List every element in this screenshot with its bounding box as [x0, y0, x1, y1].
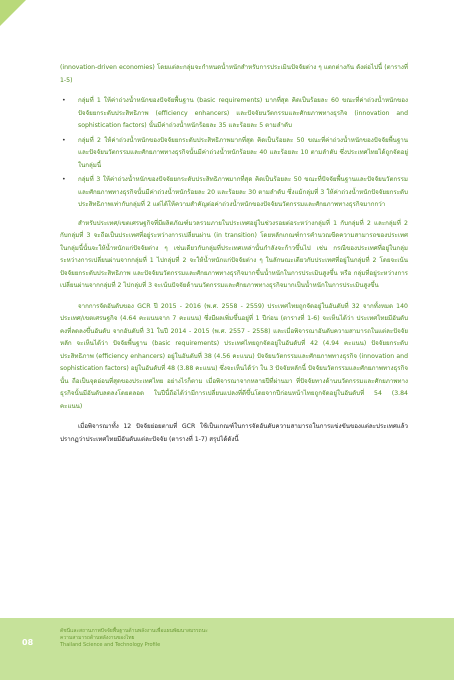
bullet-dot-icon: •	[62, 176, 66, 183]
bullet-group-3: • กลุ่มที่ 3 ให้ค่าถ่วงน้ำหนักของปัจจัยยกระดับประสิทธิภาพมากที่สุด คิดเป็นร้อยละ 50 ขณะที่ปัจจัยพื้นฐานและปัจจัยนวัตกรรมและศักยภาพทางธุรกิจนั้นมีค่าถ่วงน้ำหนักร้อยละ 20 และร้อยละ 30 ตามลำดับ ซึ่งแม้กลุ่มที่ 3 ให้ค่าถ่วงน้ำหนักปัจจัยยกระดับประสิทธิภาพเท่ากับกลุ่มที่ 2 แต่ได้ให้ความสำคัญต่อค่าถ่วงน้ำหนักของปัจจัยนวัตกรรมและศักยภาพทางธุรกิจมากกว่า	[62, 176, 408, 208]
footer-band	[0, 618, 454, 680]
bullet-dot-icon: •	[62, 136, 66, 144]
summary-paragraph: เมื่อพิจารณาทั้ง 12 ปัจจัยย่อยตามที่ GCR ใช้เป็นเกณฑ์ในการจัดอันดับความสามารถในการแข่งขันของแต่ละประเทศแล้ว ปรากฏว่าประเทศไทยมีอันดับแต่ละปัจจัย (ตารางที่ 1-7) สรุปได้ดังนี้	[60, 423, 408, 443]
ranking-paragraph: จากการจัดอันดับของ GCR ปี 2015 - 2016 (พ.ศ. 2558 - 2559) ประเทศไทยถูกจัดอยู่ในอันดับที่ 32 จากทั้งหมด 140 ประเทศ/เขตเศรษฐกิจ (4.64 คะแนนจาก 7 คะแนน) ซึ่งมีผลเพิ่มขึ้นอยู่ที่ 1 ปีก่อน (ตารางที่ 1-6) จะเห็นได้ว่า ประเทศไทยมีอันดับคงที่ลดลงขึ้นอันดับ จากอันดับที่ 31 ในปี 2014 - 2015 (พ.ศ. 2557 - 2558) และเมื่อพิจารณาอันดับความสามารถในแต่ละปัจจัยหลัก จะเห็นได้ว่า ปัจจัยพื้นฐาน (basic requirements) ประเทศไทยถูกจัดอยู่ในอันดับที่ 42 (4.94 คะแนน) ปัจจัยยกระดับประสิทธิภาพ (efficiency enhancers) อยู่ในอันดับที่ 38 (4.56 คะแนน) ปัจจัยนวัตกรรมและศักยภาพทางธุรกิจ (innovation and sophistication factors) อยู่ในอันดับที่ 48 (3.88 คะแนน) ซึ่งจะเห็นได้ว่า ใน 3 ปัจจัยหลักนี้ ปัจจัยนวัตกรรมและศักยภาพทางธุรกิจนั้น ถือเป็นจุดอ่อนที่สุดของประเทศไทย อย่างไรก็ตาม เมื่อพิจารณาจากหลายปีที่ผ่านมา ที่ปัจจัยทางด้านนวัตกรรมและศักยภาพทางธุรกิจนั้นมีอันดับลดลงโดยตลอด ในปีนี้ถือได้ว่ามีการเปลี่ยนแปลงที่ดีขึ้นโดยจากปีก่อนหน้าไทยถูกจัดอยู่ในอันดับที่ 54 (3.84 คะแนน)	[60, 302, 408, 410]
bullet-group-1: • กลุ่มที่ 1 ให้ค่าถ่วงน้ำหนักของปัจจัยพื้นฐาน (basic requirements) มากที่สุด คิดเป็นร้อยละ 60 ขณะที่ค่าถ่วงน้ำหนักของปัจจัยยกระดับประสิทธิภาพ (efficiency enhancers) และปัจจัยนวัตกรรมและศักยภาพทางธุรกิจ (innovation and sophistication factors) นั้นมีค่าถ่วงน้ำหนักร้อยละ 35 และร้อยละ 5 ตามลำดับ	[62, 97, 408, 129]
bullet-dot-icon: •	[62, 97, 66, 104]
footer-line-3: Thailand Science and Technology Profile	[60, 642, 161, 648]
footer-line-1: ดัชนีและสถานภาพปัจจัยพื้นฐานด้านพลังงานเพื่อแผนพัฒนาสมรรถนะ	[60, 628, 208, 634]
footer-caption	[60, 628, 340, 649]
corner-decoration	[0, 0, 26, 26]
footer-line-2: ความสามารถด้านพลังงานของไทย	[60, 635, 135, 641]
group-bullet-list	[60, 95, 408, 212]
bullet-group-2: • กลุ่มที่ 2 ให้ค่าถ่วงน้ำหนักของปัจจัยยกระดับประสิทธิภาพมากที่สุด คิดเป็นร้อยละ 50 ขณะที่ค่าถ่วงน้ำหนักของปัจจัยพื้นฐานและปัจจัยนวัตกรรมและศักยภาพทางธุรกิจนั้นมีค่าถ่วงน้ำหนักร้อยละ 40 และร้อยละ 10 ตามลำดับ ซึ่งประเทศไทยได้ถูกจัดอยู่ในกลุ่มนี้	[62, 136, 408, 169]
document-page	[60, 62, 408, 446]
intro-paragraph: (innovation-driven economies) โดยแต่ละกลุ่มจะกำหนดน้ำหนักสำหรับการประเมินปัจจัยต่าง ๆ แตกต่างกัน ดังต่อไปนี้ (ตารางที่ 1-5)	[60, 64, 408, 84]
transition-paragraph: สำหรับประเทศ/เขตเศรษฐกิจที่มีผลิตภัณฑ์มวลรวมภายในประเทศอยู่ในช่วงรอยต่อระหว่างกลุ่มที่ 1 กับกลุ่มที่ 2 และกลุ่มที่ 2 กับกลุ่มที่ 3 จะถือเป็นประเทศที่อยู่ระหว่างการเปลี่ยนผ่าน (in transition) โดยหลักเกณฑ์การคำนวณขีดความสามารถของประเทศในกลุ่มนี้นั้นจะให้น้ำหนักแก่ปัจจัยต่าง ๆ เช่นเดียวกับกลุ่มที่ประเทศเหล่านั้นกำลังจะก้าวขึ้นไป เช่น กรณีของประเทศที่อยู่ในกลุ่มระหว่างการเปลี่ยนผ่านจากกลุ่มที่ 1 ไปกลุ่มที่ 2 จะให้น้ำหนักแก่ปัจจัยต่าง ๆ ในลักษณะเดียวกับประเทศที่อยู่ในกลุ่มที่ 2 โดยจะเน้นปัจจัยยกระดับประสิทธิภาพ และปัจจัยนวัตกรรมและศักยภาพทางธุรกิจมากขึ้นน้ำหนักในการประเมินสูงขึ้น หรือ กลุ่มที่อยู่ระหว่างการเปลี่ยนผ่านจากกลุ่มที่ 2 ไปกลุ่มที่ 3 จะเน้นปัจจัยด้านนวัตกรรมและศักยภาพทางธุรกิจมากเป็นน้ำหนักในการประเมินสูงขึ้น	[60, 219, 408, 289]
page-number: 08	[22, 638, 34, 647]
